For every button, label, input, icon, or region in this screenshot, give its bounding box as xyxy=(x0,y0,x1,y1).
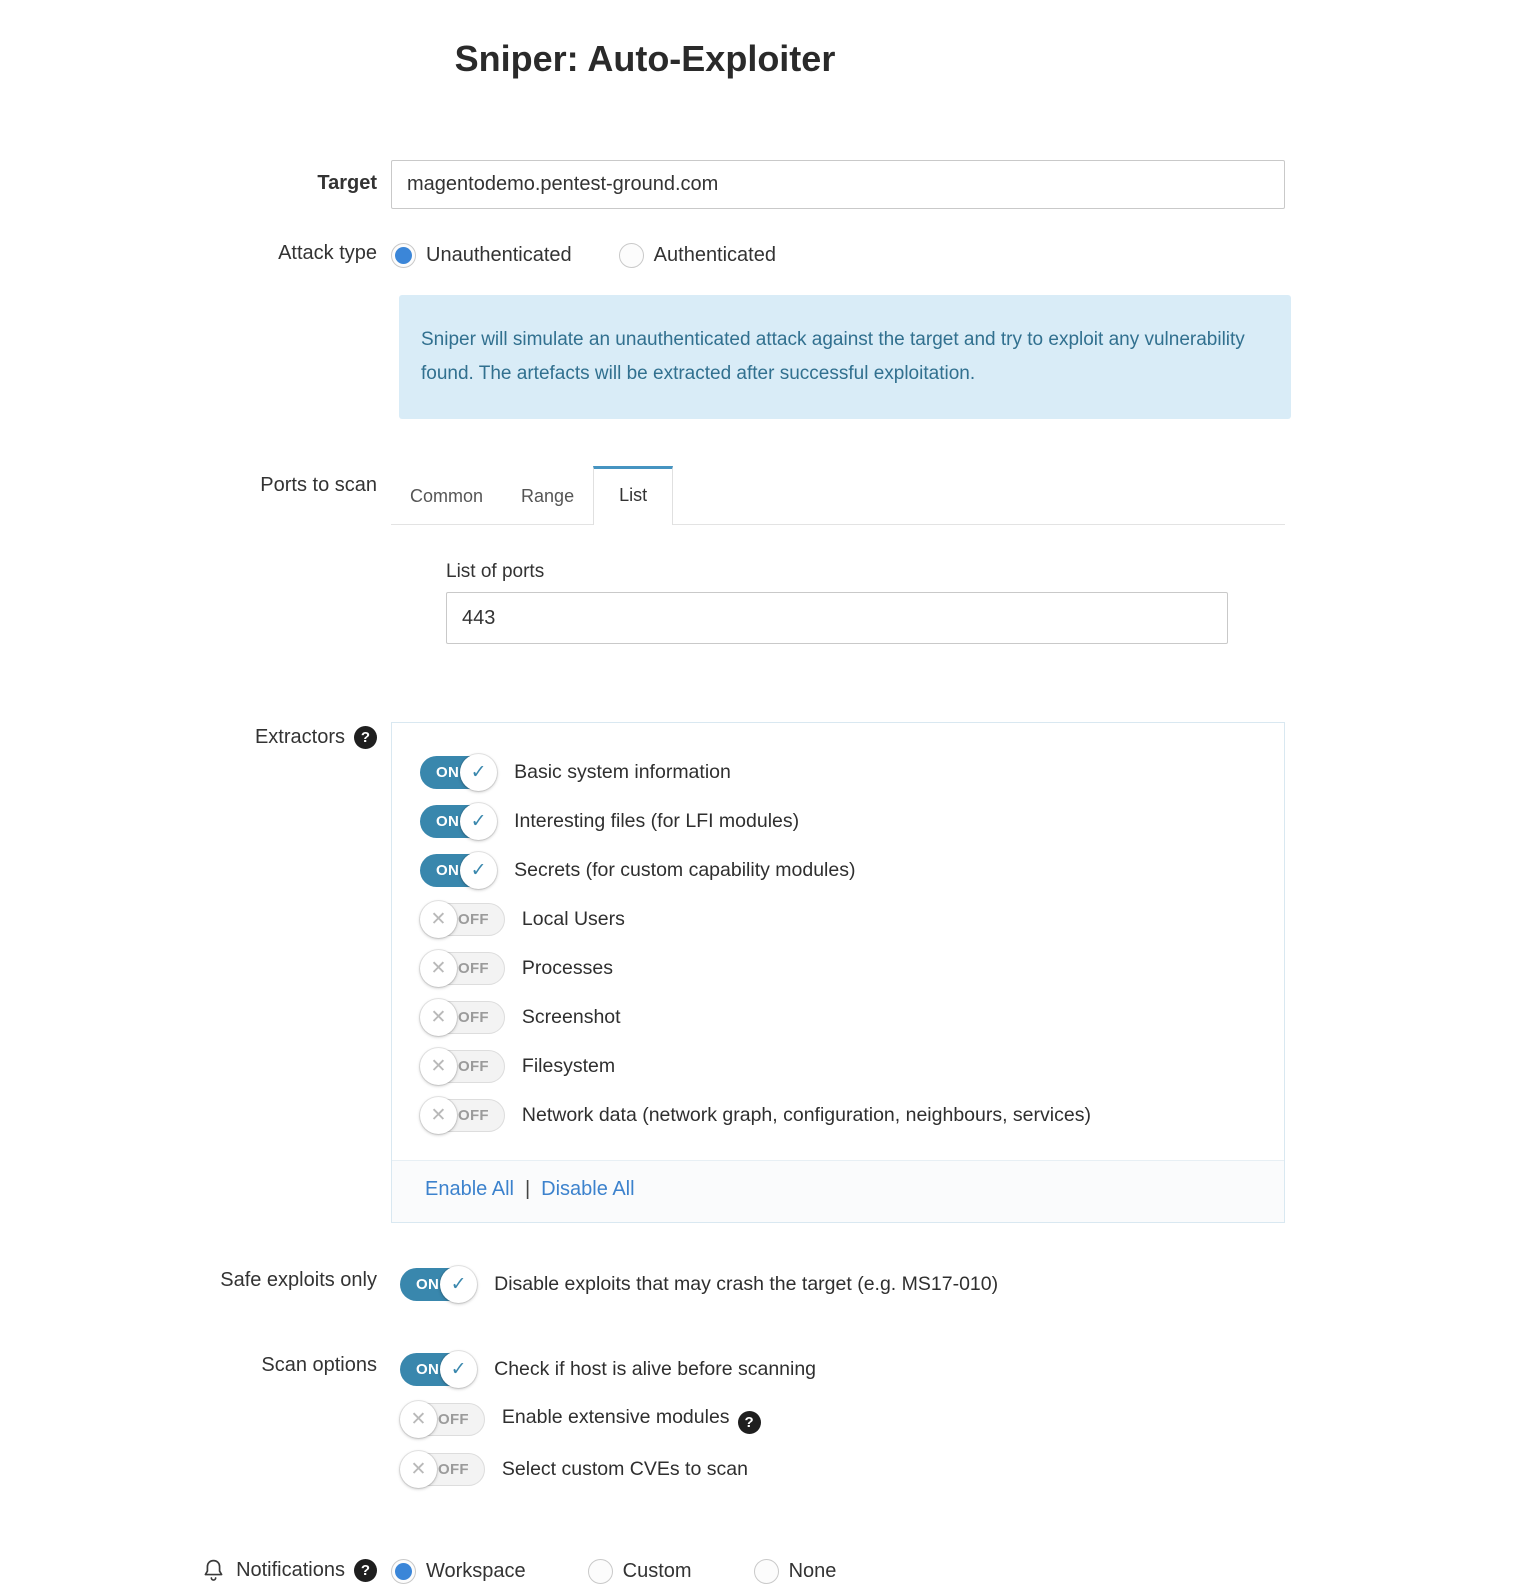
toggle-extensive-modules[interactable]: ✕ OFF xyxy=(400,1401,485,1438)
scan-options-row xyxy=(0,1351,1536,1501)
safe-exploits-row xyxy=(0,1266,1536,1303)
scan-options-label: Scan options xyxy=(261,1354,377,1376)
radio-selected-icon xyxy=(391,1559,416,1584)
ports-tabs xyxy=(391,466,1285,525)
radio-custom[interactable]: Custom xyxy=(588,1559,692,1584)
radio-none[interactable]: None xyxy=(754,1559,837,1584)
check-icon: ✓ xyxy=(440,1351,477,1388)
safe-exploits-label: Safe exploits only xyxy=(220,1269,377,1291)
extractors-box xyxy=(391,722,1285,1223)
link-separator: | xyxy=(524,1178,531,1200)
extractor-row-interesting-files: ON ✓ Interesting files (for LFI modules) xyxy=(420,803,1256,840)
disable-all-link[interactable]: Disable All xyxy=(541,1178,635,1200)
notifications-label-text: Notifications xyxy=(236,1559,345,1581)
toggle-interesting-files[interactable]: ON ✓ xyxy=(420,803,497,840)
safe-exploits-toggle-row: ON ✓ Disable exploits that may crash the target (e.g. MS17-010) xyxy=(400,1266,1285,1303)
extractor-row-basic-system-information: ON ✓ Basic system information xyxy=(420,754,1256,791)
notifications-row xyxy=(0,1557,1536,1584)
toggle-safe-exploits[interactable]: ON ✓ xyxy=(400,1266,477,1303)
notifications-label xyxy=(0,1557,377,1584)
radio-unauthenticated[interactable]: Unauthenticated xyxy=(391,243,572,268)
radio-unselected-icon xyxy=(754,1559,779,1584)
radio-unselected-icon xyxy=(619,243,644,268)
list-of-ports-input[interactable] xyxy=(446,592,1228,644)
x-icon: ✕ xyxy=(420,999,457,1036)
tab-common[interactable]: Common xyxy=(391,471,502,524)
extractors-label xyxy=(0,722,377,749)
page-title: Sniper: Auto-Exploiter xyxy=(454,38,836,79)
target-input[interactable] xyxy=(391,160,1285,209)
x-icon: ✕ xyxy=(420,901,457,938)
toggle-screenshot[interactable]: ✕ OFF xyxy=(420,999,505,1036)
tab-list[interactable]: List xyxy=(593,466,673,525)
list-of-ports-label: List of ports xyxy=(446,561,545,582)
toggle-custom-cves[interactable]: ✕ OFF xyxy=(400,1451,485,1488)
ports-label: Ports to scan xyxy=(260,474,377,496)
extractors-label-text: Extractors xyxy=(254,726,345,748)
enable-all-link[interactable]: Enable All xyxy=(425,1178,514,1200)
tab-range[interactable]: Range xyxy=(502,471,593,524)
extractor-row-network-data: ✕ OFF Network data (network graph, configuration, neighbours, services) xyxy=(420,1097,1256,1134)
ports-row xyxy=(0,466,1536,644)
extractor-row-secrets: ON ✓ Secrets (for custom capability modules) xyxy=(420,852,1256,889)
x-icon: ✕ xyxy=(400,1451,437,1488)
notifications-radio-group xyxy=(391,1557,1285,1584)
x-icon: ✕ xyxy=(420,950,457,987)
bell-icon xyxy=(200,1557,227,1584)
extractor-row-processes: ✕ OFF Processes xyxy=(420,950,1256,987)
toggle-filesystem[interactable]: ✕ OFF xyxy=(420,1048,505,1085)
toggle-secrets[interactable]: ON ✓ xyxy=(420,852,497,889)
x-icon: ✕ xyxy=(420,1097,457,1134)
radio-unselected-icon xyxy=(588,1559,613,1584)
check-icon: ✓ xyxy=(460,754,497,791)
extractor-row-screenshot: ✕ OFF Screenshot xyxy=(420,999,1256,1036)
attack-type-row xyxy=(0,242,1536,419)
target-label: Target xyxy=(317,172,377,194)
toggle-host-alive[interactable]: ON ✓ xyxy=(400,1351,477,1388)
attack-info-box: Sniper will simulate an unauthenticated attack against the target and try to exploit any vulnerability found. The artefacts will be extracted after successful exploitation. xyxy=(399,295,1291,419)
extractor-row-filesystem: ✕ OFF Filesystem xyxy=(420,1048,1256,1085)
check-icon: ✓ xyxy=(460,803,497,840)
attack-type-label: Attack type xyxy=(278,242,377,264)
target-row xyxy=(0,160,1536,209)
scan-option-extensive-modules xyxy=(400,1401,1285,1438)
toggle-network-data[interactable]: ✕ OFF xyxy=(420,1097,505,1134)
radio-workspace[interactable]: Workspace xyxy=(391,1559,526,1584)
radio-selected-icon xyxy=(391,243,416,268)
toggle-basic-system-information[interactable]: ON ✓ xyxy=(420,754,497,791)
x-icon: ✕ xyxy=(420,1048,457,1085)
check-icon: ✓ xyxy=(440,1266,477,1303)
extractors-help-icon[interactable]: ? xyxy=(354,726,377,749)
extractors-footer xyxy=(392,1160,1284,1222)
toggle-local-users[interactable]: ✕ OFF xyxy=(420,901,505,938)
notifications-help-icon[interactable]: ? xyxy=(354,1559,377,1582)
extensive-modules-text: Enable extensive modules ? xyxy=(502,1406,761,1434)
scan-option-custom-cves: ✕ OFF Select custom CVEs to scan xyxy=(400,1451,1285,1488)
extractor-row-local-users: ✕ OFF Local Users xyxy=(420,901,1256,938)
attack-type-radio-group xyxy=(391,242,1285,268)
x-icon: ✕ xyxy=(400,1401,437,1438)
extractors-row xyxy=(0,722,1536,1223)
radio-authenticated[interactable]: Authenticated xyxy=(619,243,776,268)
check-icon: ✓ xyxy=(460,852,497,889)
extensive-modules-help-icon[interactable]: ? xyxy=(738,1411,761,1434)
scan-option-host-alive: ON ✓ Check if host is alive before scanning xyxy=(400,1351,1285,1388)
toggle-processes[interactable]: ✕ OFF xyxy=(420,950,505,987)
ports-list-panel xyxy=(391,561,1285,644)
